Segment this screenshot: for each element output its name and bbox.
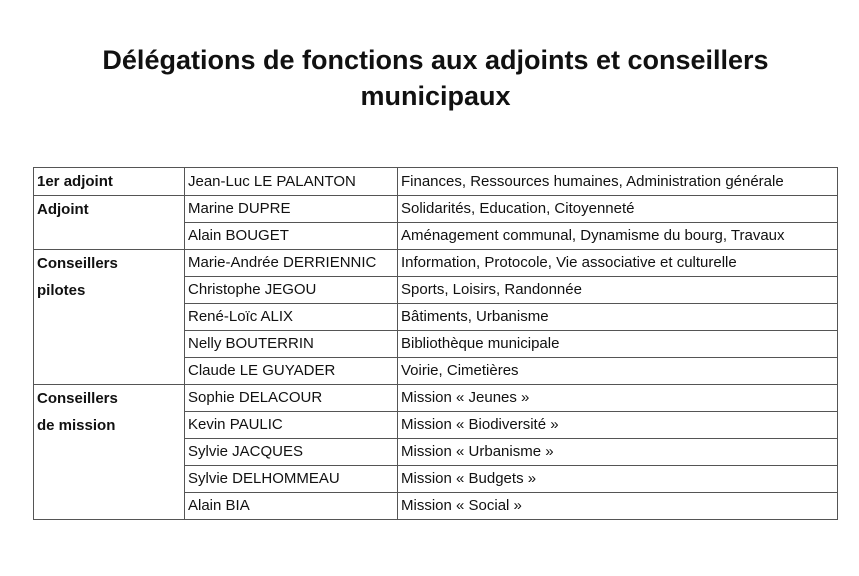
delegation-cell: Mission « Social » — [398, 493, 838, 520]
delegation-cell: Information, Protocole, Vie associative et culturelle — [398, 250, 838, 277]
name-cell: Alain BIA — [185, 493, 398, 520]
table-row — [34, 196, 838, 223]
delegation-cell: Bâtiments, Urbanisme — [398, 304, 838, 331]
role-label: pilotes — [37, 282, 86, 299]
name-cell: Sophie DELACOUR — [185, 385, 398, 412]
delegation-cell: Bibliothèque municipale — [398, 331, 838, 358]
name-cell: Sylvie JACQUES — [185, 439, 398, 466]
delegation-cell: Aménagement communal, Dynamisme du bourg, Travaux — [398, 223, 838, 250]
name-cell: Marie-Andrée DERRIENNIC — [185, 250, 398, 277]
delegation-cell: Mission « Budgets » — [398, 466, 838, 493]
delegation-cell: Voirie, Cimetières — [398, 358, 838, 385]
delegations-table — [33, 167, 838, 520]
name-cell: Kevin PAULIC — [185, 412, 398, 439]
name-cell: Marine DUPRE — [185, 196, 398, 223]
role-label: Conseillers — [37, 390, 118, 407]
role-cell — [34, 250, 185, 385]
name-cell: Jean-Luc LE PALANTON — [185, 168, 398, 196]
page-title-line-2: municipaux — [360, 81, 511, 111]
name-cell: Nelly BOUTERRIN — [185, 331, 398, 358]
table-row — [34, 250, 838, 277]
delegation-cell: Finances, Ressources humaines, Administration générale — [398, 168, 838, 196]
page-title — [0, 42, 859, 114]
table-row — [34, 168, 838, 196]
delegation-cell: Sports, Loisirs, Randonnée — [398, 277, 838, 304]
name-cell: René-Loïc ALIX — [185, 304, 398, 331]
delegation-cell: Mission « Biodiversité » — [398, 412, 838, 439]
name-cell: Claude LE GUYADER — [185, 358, 398, 385]
table-row — [34, 385, 838, 412]
role-label: Adjoint — [37, 201, 89, 218]
page-title-line-1: Délégations de fonctions aux adjoints et conseillers — [102, 45, 769, 75]
delegations-table-body — [34, 168, 838, 520]
role-cell — [34, 196, 185, 250]
name-cell: Christophe JEGOU — [185, 277, 398, 304]
delegation-cell: Solidarités, Education, Citoyenneté — [398, 196, 838, 223]
role-label: Conseillers — [37, 255, 118, 272]
name-cell: Alain BOUGET — [185, 223, 398, 250]
role-label: 1er adjoint — [37, 173, 113, 190]
delegation-cell: Mission « Urbanisme » — [398, 439, 838, 466]
role-label: de mission — [37, 417, 116, 434]
role-cell — [34, 385, 185, 520]
name-cell: Sylvie DELHOMMEAU — [185, 466, 398, 493]
role-cell — [34, 168, 185, 196]
delegation-cell: Mission « Jeunes » — [398, 385, 838, 412]
